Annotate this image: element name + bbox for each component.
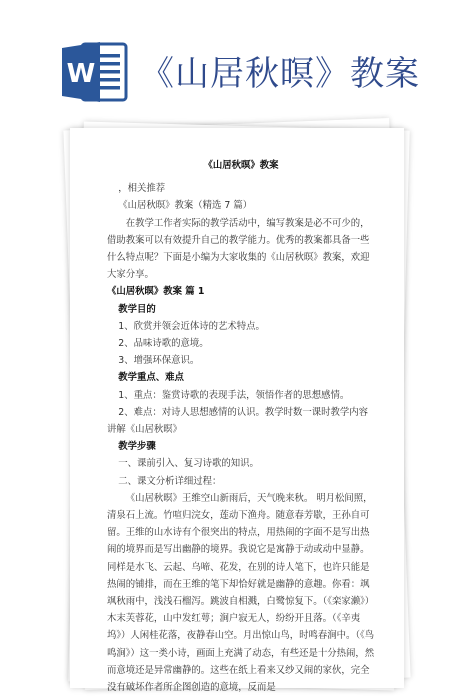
list-item: 1、欣赏并领会近体诗的艺术特点。 (118, 320, 265, 332)
paragraph: 《山居秋暝》王维空山新雨后，天气晚来秋。 明月松间照，清泉石上流。竹喧归浣女，莲动下渔舟。随意春芳歇，王孙自可留。王维的山水诗有个很突出的特点，用热闹的字面不是写出热闹的境界而是写出幽静的境界。我说它是寓静于动或动中显静。同样是水飞、云起、乌啼、花发，在别的诗人笔下，也许只能是热闹的铺排，而在王维的笔下却恰好就是幽静的意趣。你看：飒飒秋雨中，浅浅石榴泻。跳波自相溅，白鹭惊复下。（《栾家濑》）木末芙蓉花，山中发红萼；涧户寂无人，纷纷开且落。（《辛夷坞》）人闲桂花落，夜静春山空。月出惊山鸟，时鸣春涧中。（《鸟鸣涧》）这一类小诗，画面上充满了动态，有些还是十分热闹，然而意境还是异常幽静的。这些在纸上看来又纱又闹的家伙，完全没有破坏作者所企图创造的意境，反而是 (107, 492, 375, 694)
svg-text:W: W (66, 59, 96, 89)
header-banner (0, 0, 474, 135)
list-item: 2、品味诗歌的意境。 (118, 338, 209, 350)
document-title-banner: 《山居秋暝》教案 (140, 54, 420, 94)
list-item: 2、难点：对诗人思想感情的认识。教学时数一课时教学内容讲解《山居秋暝》 (107, 406, 368, 436)
word-document-icon (60, 40, 128, 104)
section-heading: 《山居秋暝》教案 篇 1 (107, 286, 205, 298)
paragraph: ，相关推荐 (118, 183, 166, 195)
paragraph: 在教学工作者实际的教学活动中，编写教案是必不可少的，借助教案可以有效提升自己的教学能力。优秀的教案都具备一些什么特点呢？下面是小编为大家收集的《山居秋暝》教案，欢迎大家分享。 (107, 217, 370, 281)
list-item: 1、重点：鉴赏诗歌的表现手法，领悟作者的思想感情。 (118, 389, 350, 401)
list-item: 一、课前引入、复习诗歌的知识。 (118, 458, 259, 470)
subheading: 教学重点、难点 (118, 372, 184, 384)
document-content (107, 157, 375, 696)
list-item: 3、增强环保意识。 (118, 355, 200, 367)
list-item: 二、课文分析详细过程： (118, 475, 222, 487)
subheading: 教学目的 (118, 303, 156, 315)
subheading: 教学步骤 (118, 441, 156, 453)
page-title: 《山居秋暝》教案 (203, 160, 279, 171)
paragraph: 《山居秋暝》教案（精选 7 篇） (118, 200, 253, 212)
